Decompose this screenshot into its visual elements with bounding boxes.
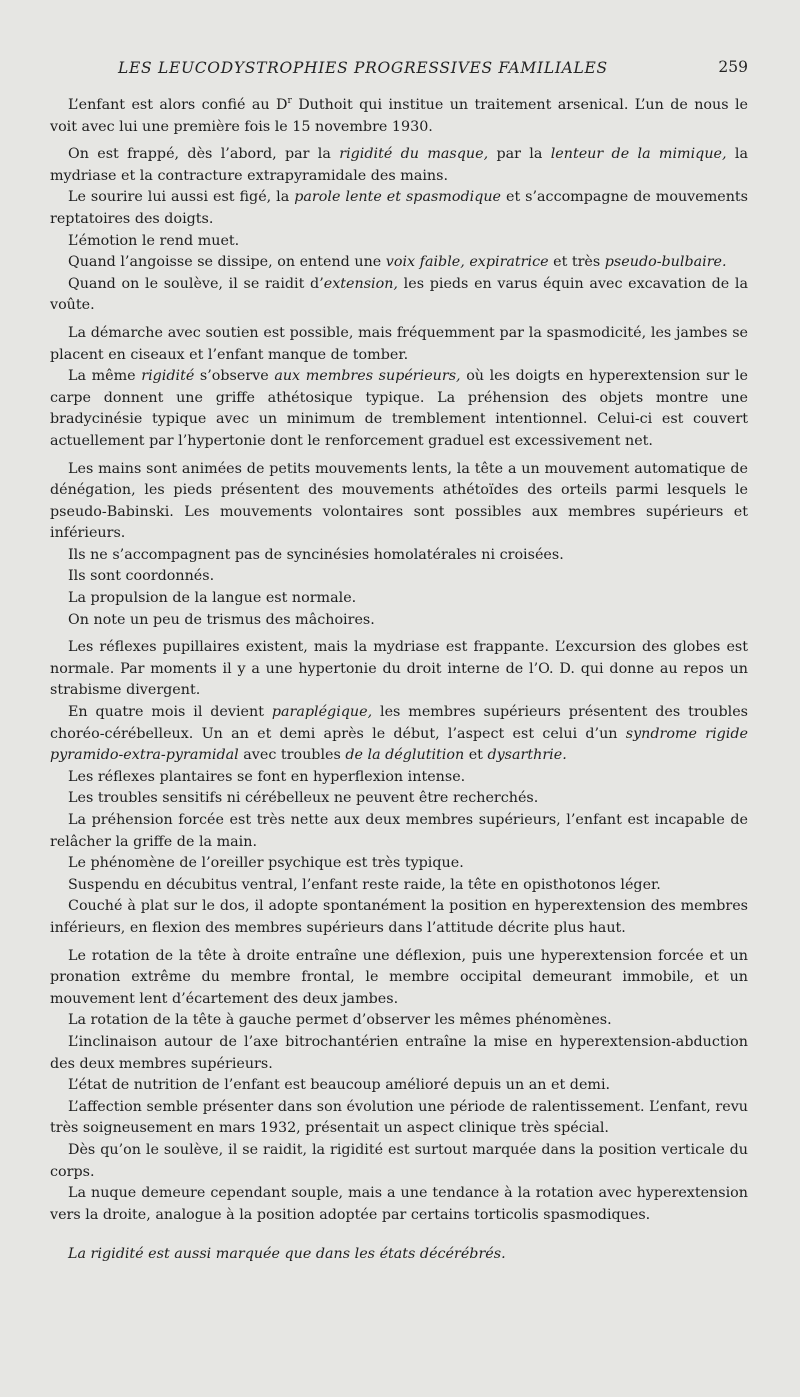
text-run: Couché à plat sur le dos, il adopte spontanément la position en hyperextension des membres inférieurs, en flexion des membres supérieurs dans l’attitude décrite plus haut. <box>50 898 748 936</box>
text-run: Le phénomène de l’oreiller psychique est très typique. <box>68 855 464 872</box>
running-head-title: LES LEUCODYSTROPHIES PROGRESSIVES FAMILIALES <box>118 59 608 77</box>
italic-text: de la déglutition <box>345 747 465 764</box>
text-run: Duthoit qui institue un traitement arsenical. L’un de nous le voit avec lui une première fois le 15 novembre 1930. <box>50 97 748 135</box>
paragraph <box>50 1244 748 1266</box>
text-run: Les réflexes pupillaires existent, mais la mydriase est frappante. L’excursion des globes est normale. Par moments il y a une hypertonie du droit interne de l’O. D. qui donne au repos un strabisme divergent. <box>50 639 748 699</box>
text-run: avec troubles <box>238 747 346 764</box>
paragraph <box>50 144 748 187</box>
text-run: par la <box>488 146 551 163</box>
text-run: La nuque demeure cependant souple, mais a une tendance à la rotation avec hyperextension vers la droite, analogue à la position adoptée par certains torticolis spasmodiques. <box>50 1185 748 1223</box>
paragraph <box>50 274 748 317</box>
text-run: la mydriase et la contracture extrapyramidale des mains. <box>50 146 748 184</box>
paragraph <box>50 588 748 610</box>
running-header <box>118 58 748 77</box>
italic-text: voix faible, expiratrice <box>385 254 549 271</box>
text-run: où les doigts en hyperextension sur le carpe donnent une griffe athétosique typique. La préhension des objets montre une bradycinésie typique avec un minimum de tremblement intentionnel. Celui-ci est couvert actuellement par l’hypertonie dont le renforcement graduel est excessivement net. <box>50 368 748 449</box>
paragraph <box>50 187 748 230</box>
paragraph <box>50 767 748 789</box>
superscript-text: r <box>287 96 292 107</box>
text-run: L’émotion le rend muet. <box>68 232 240 249</box>
paragraph <box>50 1183 748 1226</box>
paragraph <box>50 610 748 632</box>
text-run: On note un peu de trismus des mâchoires. <box>68 611 375 628</box>
paragraph <box>50 545 748 567</box>
paragraph <box>50 231 748 253</box>
paragraph <box>50 810 748 853</box>
text-run: Ils sont coordonnés. <box>68 568 215 585</box>
paragraph <box>50 875 748 897</box>
text-run: Les réflexes plantaires se font en hyperflexion intense. <box>68 768 466 785</box>
text-run: Quand on le soulève, il se raidit d’ <box>68 275 324 292</box>
text-run: La rotation de la tête à gauche permet d’observer les mêmes phénomènes. <box>68 1012 612 1029</box>
paragraph <box>50 946 748 1011</box>
text-run: L’enfant est alors confié au D <box>68 97 288 113</box>
text-run: les membres supérieurs présentent des troubles choréo-cérébelleux. Un an et demi après le début, l’aspect est celui d’un <box>50 704 748 742</box>
italic-text: aux membres supérieurs, <box>274 368 461 385</box>
paragraph <box>50 637 748 702</box>
text-run: Dès qu’on le soulève, il se raidit, la rigidité est surtout marquée dans la position verticale du corps. <box>50 1141 748 1180</box>
italic-text: rigidité du masque, <box>339 146 489 163</box>
italic-text: parole lente et spasmodique <box>294 189 502 206</box>
text-run: L’état de nutrition de l’enfant est beaucoup amélioré depuis un an et demi. <box>68 1077 611 1094</box>
text-run: les pieds en varus équin avec excavation de la voûte. <box>50 275 749 314</box>
paragraph <box>50 95 748 138</box>
text-run: Les mains sont animées de petits mouvements lents, la tête a un mouvement automatique de dénégation, les pieds présentent des mouvements athétoïdes des orteils parmi lesquels le pseudo-Babinski. Les mouvements volontaires sont possibles aux membres supérieurs et inférieurs. <box>50 460 748 542</box>
text-run: La démarche avec soutien est possible, mais fréquemment par la spasmodicité, les jambes se placent en ciseaux et l’enfant manque de tomber. <box>50 324 748 363</box>
italic-text: dysarthrie. <box>487 747 567 764</box>
text-run: et s’accompagne de mouvements reptatoires des doigts. <box>50 189 748 227</box>
paragraph <box>50 1140 748 1183</box>
paragraph <box>50 702 748 767</box>
text-run: Les troubles sensitifs ni cérébelleux ne peuvent être recherchés. <box>68 790 539 807</box>
italic-text: La rigidité est aussi marquée que dans les états décérébrés. <box>68 1246 506 1263</box>
body-text <box>50 95 748 1266</box>
text-run: Quand l’angoisse se dissipe, on entend une <box>68 254 386 271</box>
paragraph <box>50 1075 748 1097</box>
text-run: Le sourire lui aussi est figé, la <box>68 189 295 206</box>
text-run: On est frappé, dès l’abord, par la <box>68 146 340 163</box>
paragraph <box>50 252 748 274</box>
paragraph <box>50 566 748 588</box>
paragraph <box>50 459 748 545</box>
text-run: L’affection semble présenter dans son évolution une période de ralentissement. L’enfant, revu très soigneusement en mars 1932, présentait un aspect clinique très spécial. <box>50 1098 748 1137</box>
text-run: L’inclinaison autour de l’axe bitrochantérien entraîne la mise en hyperextension-abduction des deux membres supérieurs. <box>50 1033 748 1072</box>
paragraph <box>50 1032 748 1075</box>
paragraph <box>50 1097 748 1140</box>
paragraph <box>50 1010 748 1032</box>
italic-text: lenteur de la mimique, <box>550 146 727 163</box>
italic-text: rigidité <box>141 368 195 385</box>
text-run: La même <box>68 368 142 385</box>
paragraph <box>50 896 748 939</box>
paragraph <box>50 853 748 875</box>
italic-text: extension, <box>323 275 398 292</box>
text-run: Ils ne s’accompagnent pas de syncinésies homolatérales ni croisées. <box>68 546 564 563</box>
italic-text: pseudo-bulbaire. <box>604 254 727 271</box>
italic-text: paraplégique, <box>271 704 373 721</box>
text-run: s’observe <box>194 368 275 385</box>
page-number: 259 <box>718 58 748 76</box>
text-run: Suspendu en décubitus ventral, l’enfant reste raide, la tête en opisthotonos léger. <box>68 876 661 893</box>
text-run: La propulsion de la langue est normale. <box>68 590 357 607</box>
paragraph <box>50 323 748 366</box>
text-run: En quatre mois il devient <box>68 704 272 721</box>
text-run: et très <box>548 254 605 271</box>
italic-text: syndrome rigide pyramido-extra-pyramidal <box>50 725 748 764</box>
text-run: et <box>464 747 488 764</box>
text-run: La préhension forcée est très nette aux deux membres supérieurs, l’enfant est incapable de relâcher la griffe de la main. <box>50 812 748 850</box>
paragraph <box>50 788 748 810</box>
paragraph <box>50 366 748 452</box>
text-run: Le rotation de la tête à droite entraîne une déflexion, puis une hyperextension forcée et un pronation extrême du membre frontal, le membre occipital demeurant immobile, et un mouvement lent d’écartement des deux jambes. <box>50 947 748 1007</box>
